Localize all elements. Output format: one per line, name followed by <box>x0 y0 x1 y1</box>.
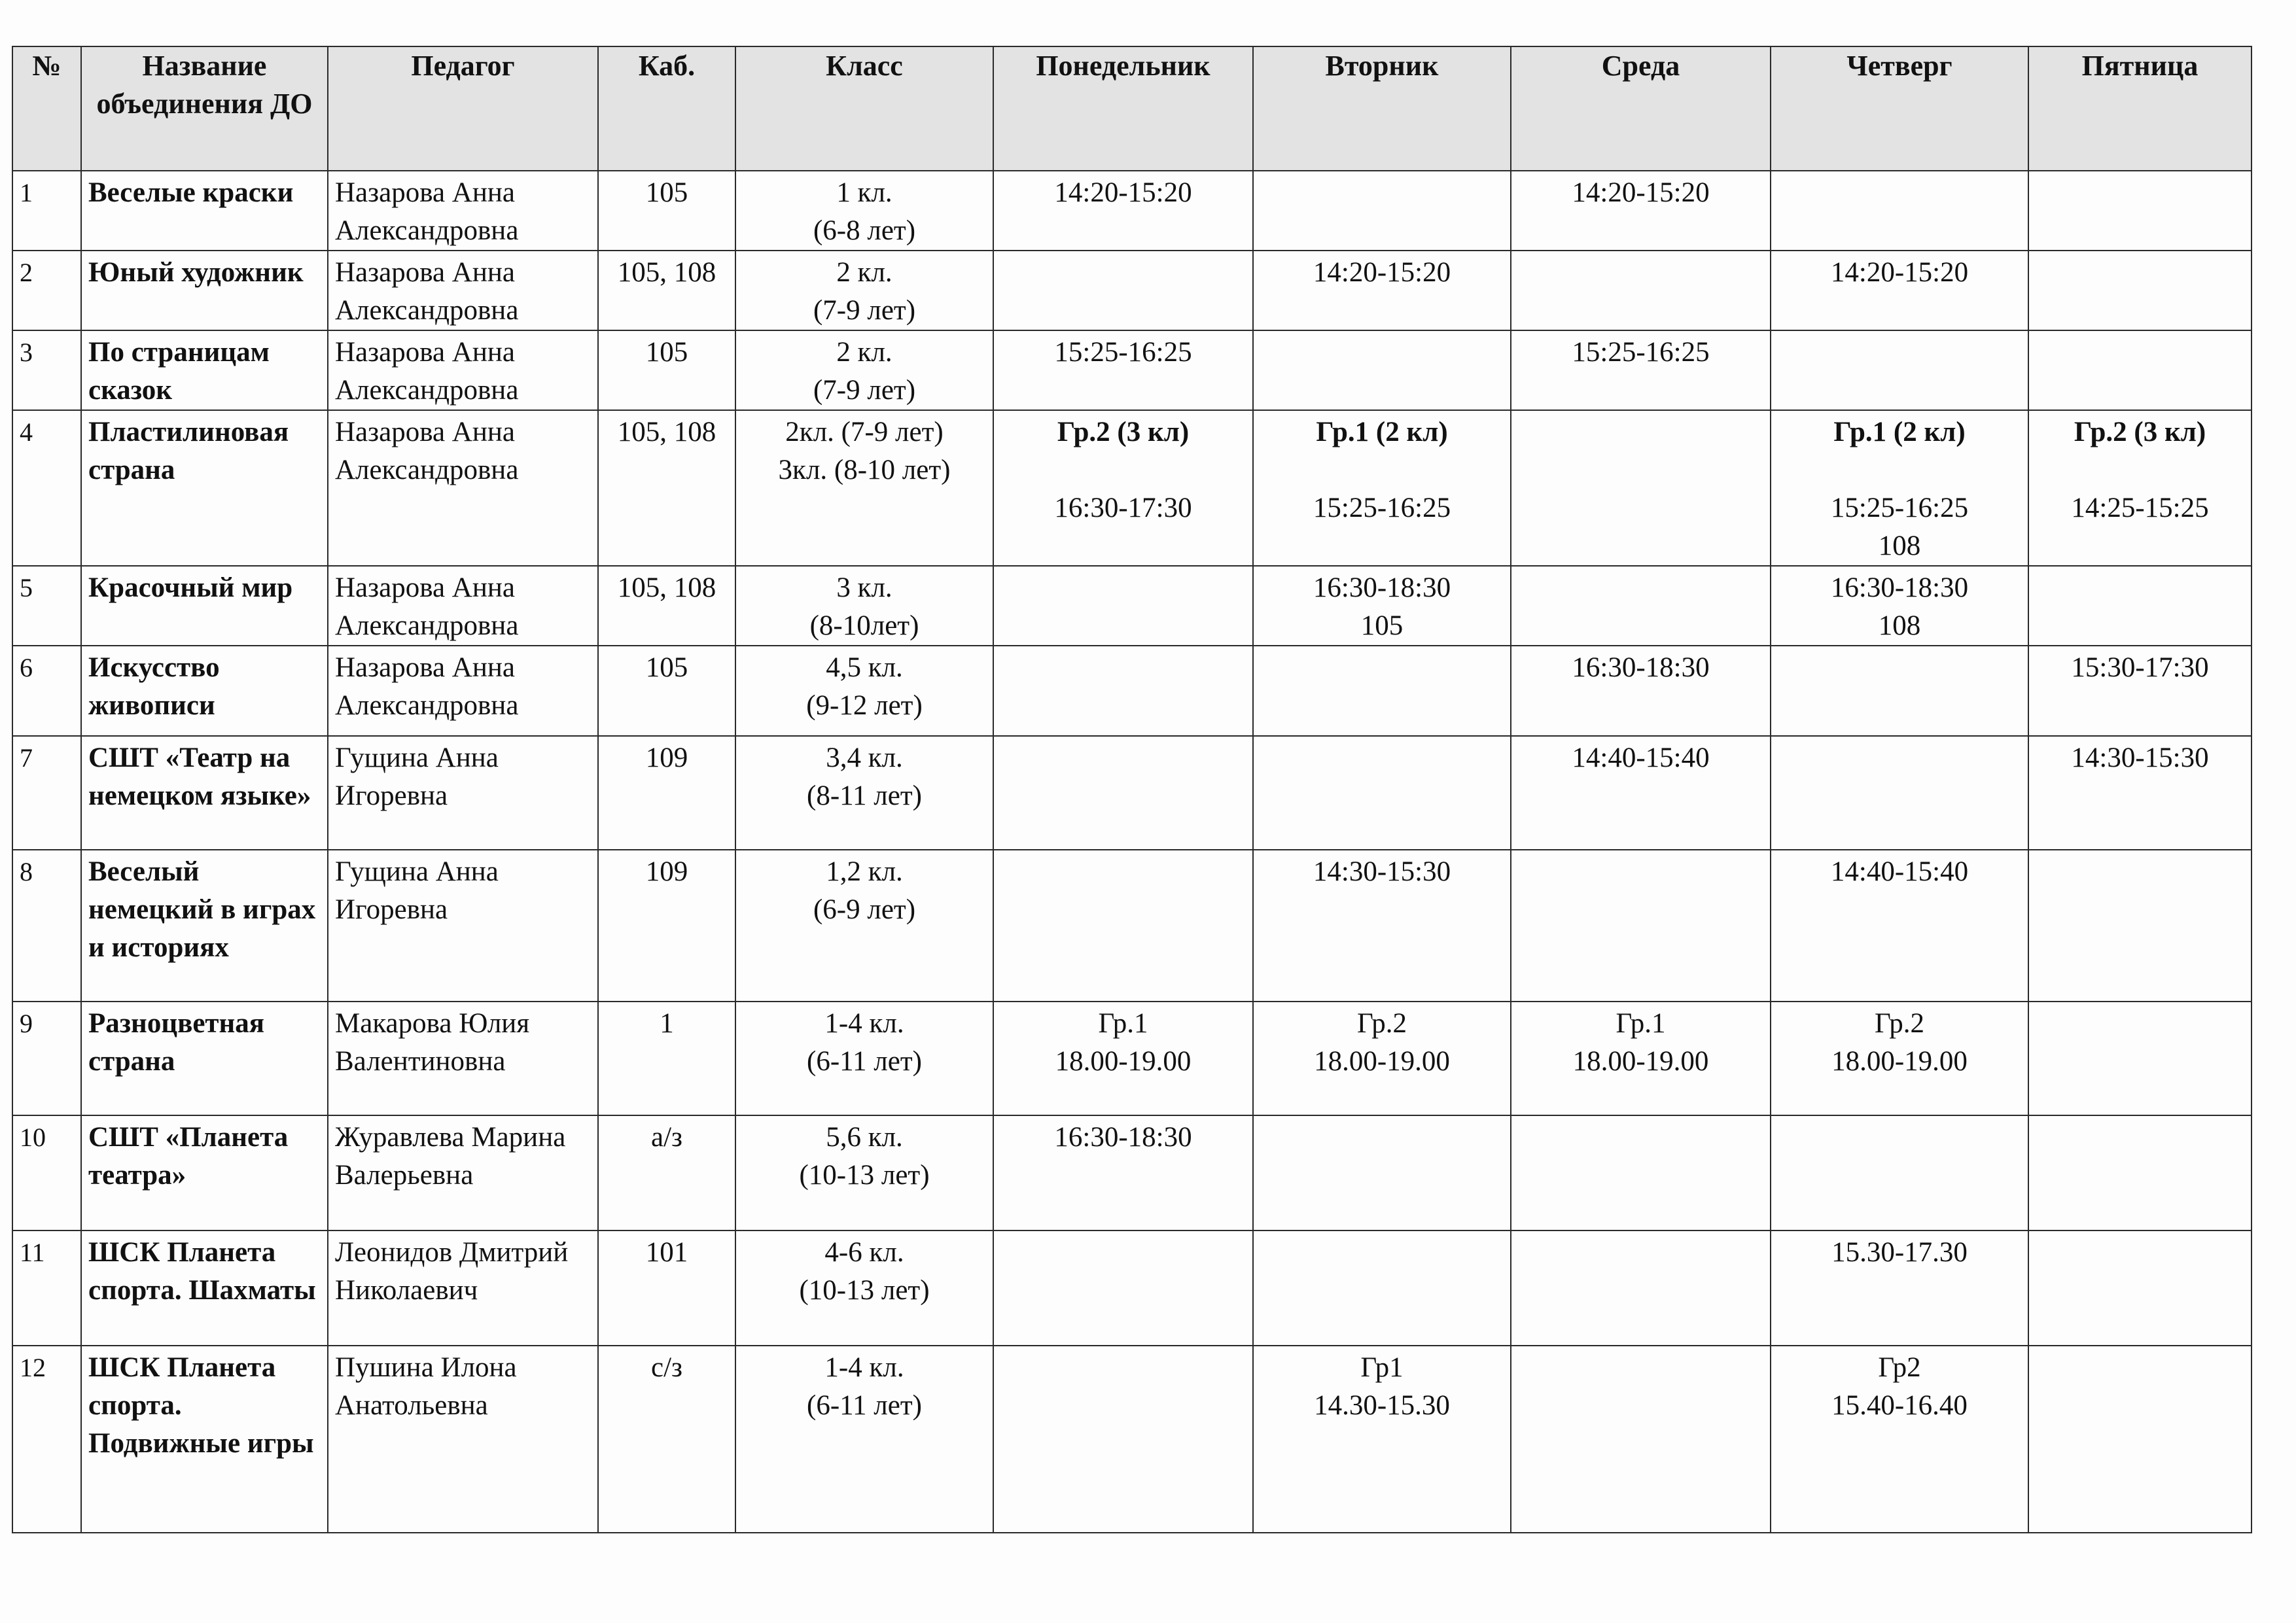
session-time: 16:30-18:30 <box>1313 572 1451 603</box>
wednesday-cell <box>1511 1230 1771 1346</box>
class-age: 3кл. (8-10 лет) <box>778 455 951 485</box>
thursday-cell <box>1771 171 2028 251</box>
class-grade: 3 кл. <box>836 572 892 603</box>
session-time: 18.00-19.00 <box>1572 1046 1709 1077</box>
col-header-thursday: Четверг <box>1771 46 2028 171</box>
class-cell <box>735 566 993 646</box>
class-age: (9-12 лет) <box>806 690 923 721</box>
col-header-number: № <box>12 46 81 171</box>
class-grade: 2 кл. <box>836 257 892 288</box>
association-name: Пластилиновая страна <box>81 410 328 566</box>
col-header-monday: Понедельник <box>993 46 1253 171</box>
row-number: 11 <box>12 1230 81 1346</box>
teacher-name: Макарова Юлия Валентиновна <box>328 1002 598 1115</box>
row-number: 10 <box>12 1115 81 1230</box>
session-time: 18.00-19.00 <box>1055 1046 1192 1077</box>
col-header-class: Класс <box>735 46 993 171</box>
col-header-teacher: Педагог <box>328 46 598 171</box>
class-cell <box>735 736 993 850</box>
wednesday-cell: 14:20-15:20 <box>1511 171 1771 251</box>
friday-cell <box>2028 171 2252 251</box>
class-grade: 4-6 кл. <box>824 1237 904 1268</box>
class-cell <box>735 251 993 330</box>
table-row <box>12 566 2252 646</box>
header-row <box>12 46 2252 171</box>
class-age: (8-11 лет) <box>807 780 922 811</box>
class-cell <box>735 410 993 566</box>
friday-cell <box>2028 1346 2252 1533</box>
monday-cell <box>993 646 1253 736</box>
friday-cell: 15:30-17:30 <box>2028 646 2252 736</box>
monday-cell <box>993 736 1253 850</box>
wednesday-cell: 15:25-16:25 <box>1511 330 1771 410</box>
tuesday-cell <box>1253 736 1511 850</box>
class-grade: 2 кл. <box>836 337 892 368</box>
monday-cell <box>993 1346 1253 1533</box>
friday-cell <box>2028 1002 2252 1115</box>
session-time: 15:25-16:25 <box>1313 493 1451 523</box>
thursday-cell: 15.30-17.30 <box>1771 1230 2028 1346</box>
group-label: Гр.1 (2 кл) <box>1833 417 1966 447</box>
room-number: 105, 108 <box>598 251 735 330</box>
tuesday-cell <box>1253 1346 1511 1533</box>
association-name: Разноцветная страна <box>81 1002 328 1115</box>
friday-cell: 14:30-15:30 <box>2028 736 2252 850</box>
monday-cell <box>993 1002 1253 1115</box>
thursday-cell <box>1771 330 2028 410</box>
session-room: 108 <box>1878 610 1921 641</box>
thursday-cell <box>1771 646 2028 736</box>
session-time: 18.00-19.00 <box>1314 1046 1450 1077</box>
table-row <box>12 410 2252 566</box>
teacher-name: Назарова Анна Александровна <box>328 646 598 736</box>
schedule-table <box>12 46 2252 1533</box>
class-age: (6-9 лет) <box>813 894 916 925</box>
row-number: 12 <box>12 1346 81 1533</box>
association-name: Красочный мир <box>81 566 328 646</box>
association-name: ШСК Планета спорта. Подвижные игры <box>81 1346 328 1533</box>
row-number: 7 <box>12 736 81 850</box>
monday-cell: 15:25-16:25 <box>993 330 1253 410</box>
class-age: (6-11 лет) <box>807 1046 922 1077</box>
table-row <box>12 736 2252 850</box>
friday-cell <box>2028 330 2252 410</box>
table-row <box>12 1115 2252 1230</box>
session-room: 108 <box>1878 531 1921 561</box>
class-cell <box>735 646 993 736</box>
table-row <box>12 1346 2252 1533</box>
thursday-cell: 14:40-15:40 <box>1771 850 2028 1002</box>
wednesday-cell <box>1511 566 1771 646</box>
teacher-name: Пушина Илона Анатольевна <box>328 1346 598 1533</box>
class-grade: 2кл. (7-9 лет) <box>785 417 944 447</box>
table-row <box>12 330 2252 410</box>
class-age: (7-9 лет) <box>813 375 916 406</box>
class-cell <box>735 1002 993 1115</box>
tuesday-cell <box>1253 646 1511 736</box>
class-cell <box>735 1346 993 1533</box>
monday-cell <box>993 251 1253 330</box>
wednesday-cell: 14:40-15:40 <box>1511 736 1771 850</box>
teacher-name: Назарова Анна Александровна <box>328 410 598 566</box>
tuesday-cell <box>1253 1002 1511 1115</box>
class-grade: 1-4 кл. <box>824 1008 904 1039</box>
class-age: (6-8 лет) <box>813 215 916 246</box>
tuesday-cell <box>1253 566 1511 646</box>
class-grade: 1,2 кл. <box>826 856 903 887</box>
monday-cell <box>993 410 1253 566</box>
friday-cell <box>2028 1230 2252 1346</box>
room-number: а/з <box>598 1115 735 1230</box>
table-row <box>12 251 2252 330</box>
room-number: 101 <box>598 1230 735 1346</box>
monday-cell: 14:20-15:20 <box>993 171 1253 251</box>
col-header-friday: Пятница <box>2028 46 2252 171</box>
class-grade: 1-4 кл. <box>824 1352 904 1383</box>
teacher-name: Леонидов Дмитрий Николаевич <box>328 1230 598 1346</box>
friday-cell <box>2028 410 2252 566</box>
room-number: 105 <box>598 330 735 410</box>
class-cell <box>735 171 993 251</box>
wednesday-cell <box>1511 1346 1771 1533</box>
col-header-wednesday: Среда <box>1511 46 1771 171</box>
thursday-cell <box>1771 736 2028 850</box>
table-row <box>12 646 2252 736</box>
teacher-name: Гущина Анна Игоревна <box>328 736 598 850</box>
session-time: 14:25-15:25 <box>2071 493 2209 523</box>
class-grade: 4,5 кл. <box>826 652 903 683</box>
wednesday-cell <box>1511 1002 1771 1115</box>
row-number: 3 <box>12 330 81 410</box>
association-name: Юный художник <box>81 251 328 330</box>
wednesday-cell <box>1511 850 1771 1002</box>
session-room: 105 <box>1360 610 1404 641</box>
association-name: По страницам сказок <box>81 330 328 410</box>
tuesday-cell <box>1253 1115 1511 1230</box>
class-age: (10-13 лет) <box>799 1275 930 1306</box>
class-grade: 3,4 кл. <box>826 742 903 773</box>
row-number: 2 <box>12 251 81 330</box>
session-time: 15:25-16:25 <box>1830 493 1969 523</box>
monday-cell: 16:30-18:30 <box>993 1115 1253 1230</box>
group-label: Гр.1 <box>1098 1008 1148 1039</box>
row-number: 9 <box>12 1002 81 1115</box>
group-label: Гр2 <box>1878 1352 1921 1383</box>
col-header-room: Каб. <box>598 46 735 171</box>
row-number: 1 <box>12 171 81 251</box>
room-number: 109 <box>598 736 735 850</box>
teacher-name: Назарова Анна Александровна <box>328 251 598 330</box>
table-row <box>12 1002 2252 1115</box>
room-number: 1 <box>598 1002 735 1115</box>
thursday-cell <box>1771 410 2028 566</box>
table-row <box>12 171 2252 251</box>
col-header-association: Название объединения ДО <box>81 46 328 171</box>
table-row <box>12 1230 2252 1346</box>
teacher-name: Назарова Анна Александровна <box>328 566 598 646</box>
session-time: 16:30-18:30 <box>1830 572 1969 603</box>
monday-cell <box>993 566 1253 646</box>
class-age: (8-10лет) <box>809 610 919 641</box>
friday-cell <box>2028 566 2252 646</box>
association-name: Веселый немецкий в играх и историях <box>81 850 328 1002</box>
group-label: Гр.2 (3 кл) <box>1057 417 1190 447</box>
tuesday-cell <box>1253 410 1511 566</box>
group-label: Гр.2 <box>1357 1008 1407 1039</box>
association-name: СШТ «Планета театра» <box>81 1115 328 1230</box>
row-number: 4 <box>12 410 81 566</box>
wednesday-cell: 16:30-18:30 <box>1511 646 1771 736</box>
room-number: 105, 108 <box>598 566 735 646</box>
room-number: 105 <box>598 171 735 251</box>
session-time: 15.40-16.40 <box>1831 1390 1968 1421</box>
wednesday-cell <box>1511 410 1771 566</box>
friday-cell <box>2028 251 2252 330</box>
session-time: 14.30-15.30 <box>1314 1390 1450 1421</box>
monday-cell <box>993 850 1253 1002</box>
col-header-tuesday: Вторник <box>1253 46 1511 171</box>
thursday-cell <box>1771 1002 2028 1115</box>
tuesday-cell: 14:20-15:20 <box>1253 251 1511 330</box>
association-name: СШТ «Театр на немецком языке» <box>81 736 328 850</box>
thursday-cell <box>1771 566 2028 646</box>
teacher-name: Гущина Анна Игоревна <box>328 850 598 1002</box>
class-cell <box>735 1115 993 1230</box>
thursday-cell: 14:20-15:20 <box>1771 251 2028 330</box>
association-name: Веселые краски <box>81 171 328 251</box>
group-label: Гр.2 <box>1875 1008 1924 1039</box>
thursday-cell <box>1771 1346 2028 1533</box>
session-time: 18.00-19.00 <box>1831 1046 1968 1077</box>
row-number: 5 <box>12 566 81 646</box>
table-row <box>12 850 2252 1002</box>
class-age: (10-13 лет) <box>799 1160 930 1191</box>
teacher-name: Назарова Анна Александровна <box>328 171 598 251</box>
monday-cell <box>993 1230 1253 1346</box>
session-time: 16:30-17:30 <box>1054 493 1192 523</box>
thursday-cell <box>1771 1115 2028 1230</box>
room-number: 105 <box>598 646 735 736</box>
wednesday-cell <box>1511 1115 1771 1230</box>
wednesday-cell <box>1511 251 1771 330</box>
tuesday-cell <box>1253 171 1511 251</box>
class-age: (7-9 лет) <box>813 295 916 326</box>
friday-cell <box>2028 850 2252 1002</box>
teacher-name: Журавлева Марина Валерьевна <box>328 1115 598 1230</box>
group-label: Гр.1 (2 кл) <box>1316 417 1448 447</box>
row-number: 6 <box>12 646 81 736</box>
class-age: (6-11 лет) <box>807 1390 922 1421</box>
row-number: 8 <box>12 850 81 1002</box>
class-cell <box>735 850 993 1002</box>
group-label: Гр.1 <box>1616 1008 1666 1039</box>
group-label: Гр.2 (3 кл) <box>2074 417 2206 447</box>
room-number: с/з <box>598 1346 735 1533</box>
tuesday-cell <box>1253 330 1511 410</box>
room-number: 109 <box>598 850 735 1002</box>
class-cell <box>735 330 993 410</box>
room-number: 105, 108 <box>598 410 735 566</box>
class-grade: 5,6 кл. <box>826 1122 903 1153</box>
tuesday-cell <box>1253 1230 1511 1346</box>
class-cell <box>735 1230 993 1346</box>
teacher-name: Назарова Анна Александровна <box>328 330 598 410</box>
association-name: ШСК Планета спорта. Шахматы <box>81 1230 328 1346</box>
association-name: Искусство живописи <box>81 646 328 736</box>
friday-cell <box>2028 1115 2252 1230</box>
class-grade: 1 кл. <box>836 177 892 208</box>
tuesday-cell: 14:30-15:30 <box>1253 850 1511 1002</box>
group-label: Гр1 <box>1360 1352 1404 1383</box>
